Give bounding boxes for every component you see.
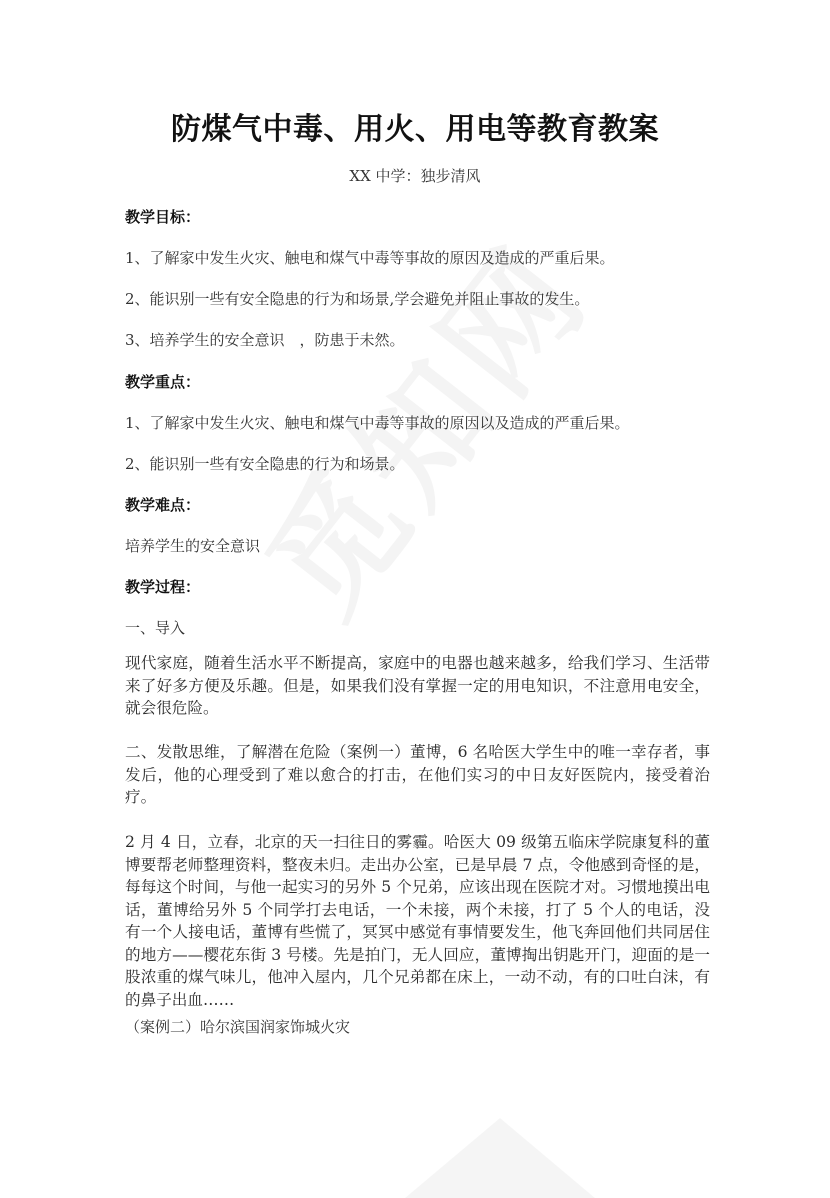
document-subtitle: XX 中学：独步清风 (349, 167, 481, 185)
document-title: 防煤气中毒、用火、用电等教育教案 (171, 112, 659, 147)
key-point-item: 1、了解家中发生火灾、触电和煤气中毒等事故的原因以及造成的严重后果。 (125, 414, 630, 432)
case2-title: （案例二）哈尔滨国润家饰城火灾 (125, 1018, 351, 1036)
step1-paragraph: 现代家庭，随着生活水平不断提高，家庭中的电器也越来越多，给我们学习、生活带来了好多方便及乐趣。但是，如果我们没有掌握一定的用电知识，不注意用电安全，就会很危险。 (125, 654, 710, 717)
objective-item: 3、培养学生的安全意识 ，防患于未然。 (125, 331, 405, 349)
process-heading: 教学过程： (125, 578, 201, 596)
key-point-item: 2、能识别一些有安全隐患的行为和场景。 (125, 455, 405, 473)
objective-item: 1、了解家中发生火灾、触电和煤气中毒等事故的原因及造成的严重后果。 (125, 249, 615, 267)
objectives-heading: 教学目标： (125, 208, 201, 226)
key-points-heading: 教学重点： (125, 373, 201, 391)
objective-item: 2、能识别一些有安全隐患的行为和场景,学会避免并阻止事故的发生。 (125, 290, 590, 308)
watermark-logo-icon (405, 1118, 595, 1198)
step1-title: 一、导入 (125, 619, 186, 637)
difficulties-heading: 教学难点： (125, 496, 201, 514)
case1-story-paragraph: 2 月 4 日，立春，北京的天一扫往日的雾霾。哈医大 09 级第五临床学院康复科的董博要帮老师整理资料，整夜未归。走出办公室，已是早晨 7 点，令他感到奇怪的是，每每这个时间，与他一起实习的另外 5 个兄弟，应该出现在医院才对。习惯地摸出电话，董博给另外 5 个同学打去电话，一个未接，两个未接，打了 5 个人的电话，没有一个人接电话，董博有些慌了，冥冥中感觉有事情要发生，他飞奔回他们共同居住的地方——樱花东街 3 号楼。先是拍门，无人回应，董博掏出钥匙开门，迎面的是一股浓重的煤气味儿，他冲入屋内，几个兄弟都在床上，一动不动，有的口吐白沫，有的鼻子出血…… (125, 833, 710, 1009)
difficulties-text: 培养学生的安全意识 (125, 537, 261, 555)
step2-paragraph: 二、发散思维，了解潜在危险（案例一）董博，6 名哈医大学生中的唯一幸存者，事发后，他的心理受到了难以愈合的打击，在他们实习的中日友好医院内，接受着治疗。 (125, 743, 710, 806)
